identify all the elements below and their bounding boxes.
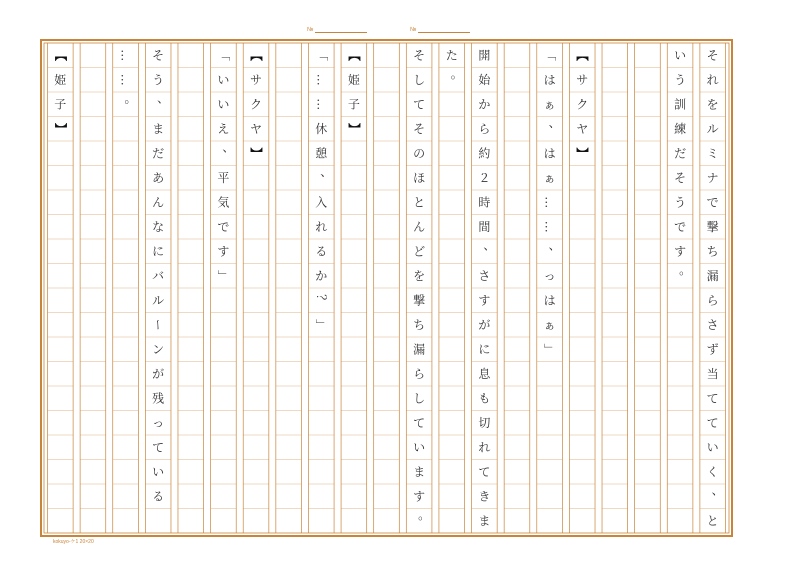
manuscript-character: る: [152, 489, 165, 504]
manuscript-paper: [40, 39, 733, 537]
manuscript-character: 【: [575, 49, 590, 62]
manuscript-character: 撃: [413, 293, 426, 308]
manuscript-character: い: [674, 48, 687, 63]
manuscript-character: …: [542, 196, 557, 209]
manuscript-character: ン: [152, 342, 165, 357]
manuscript-character: 撃: [706, 219, 719, 234]
manuscript-character: だ: [152, 146, 165, 161]
manuscript-character: 【: [346, 49, 361, 62]
manuscript-character: 、: [157, 91, 170, 106]
manuscript-character: 、: [320, 164, 333, 179]
manuscript-character: ぁ: [543, 317, 556, 332]
manuscript-character: 。: [124, 91, 137, 106]
manuscript-character: れ: [706, 72, 719, 87]
manuscript-character: ぁ: [543, 97, 556, 112]
manuscript-character: が: [478, 317, 491, 332]
manuscript-character: 間: [478, 219, 491, 234]
manuscript-character: を: [413, 268, 426, 283]
manuscript-character: と: [706, 513, 719, 528]
manuscript-character: 平: [217, 170, 230, 185]
manuscript-character: る: [315, 244, 328, 259]
manuscript-character: ち: [413, 317, 426, 332]
manuscript-character: う: [674, 72, 687, 87]
manuscript-character: ち: [706, 244, 719, 259]
manuscript-character: い: [152, 464, 165, 479]
manuscript-character: し: [413, 72, 426, 87]
manuscript-character: ら: [478, 121, 491, 136]
manuscript-character: は: [543, 146, 556, 161]
manuscript-character: う: [152, 72, 165, 87]
manuscript-character: も: [478, 391, 491, 406]
manuscript-character: す: [217, 244, 230, 259]
manuscript-character: 休: [315, 121, 328, 136]
manuscript-character: ヤ: [250, 121, 263, 136]
manuscript-character: そ: [674, 170, 687, 185]
manuscript-character: え: [217, 121, 230, 136]
manuscript-character: 子: [347, 97, 360, 112]
manuscript-character: そ: [706, 48, 719, 63]
manuscript-character: て: [706, 391, 719, 406]
manuscript-character: か: [478, 97, 491, 112]
manuscript-character: ク: [576, 97, 589, 112]
manuscript-character: 、: [548, 238, 561, 253]
manuscript-character: す: [674, 244, 687, 259]
manuscript-character: 開: [478, 48, 491, 63]
manuscript-character: 約: [478, 146, 491, 161]
manuscript-character: 息: [478, 366, 491, 381]
manuscript-character: で: [217, 219, 230, 234]
manuscript-character: れ: [315, 219, 328, 234]
manuscript-character: 、: [711, 483, 724, 498]
manuscript-character: で: [706, 195, 719, 210]
manuscript-character: …: [542, 220, 557, 233]
manuscript-character: に: [478, 342, 491, 357]
manuscript-character: ク: [250, 97, 263, 112]
manuscript-character: て: [413, 97, 426, 112]
manuscript-character: 、: [222, 140, 235, 155]
manuscript-character: ん: [413, 219, 426, 234]
manuscript-character: と: [413, 195, 426, 210]
manuscript-character: い: [217, 72, 230, 87]
manuscript-character: っ: [543, 268, 556, 283]
manuscript-character: い: [217, 97, 230, 112]
manuscript-character: す: [413, 489, 426, 504]
manuscript-character: て: [413, 415, 426, 430]
manuscript-character: う: [674, 195, 687, 210]
manuscript-character: …: [118, 49, 133, 62]
manuscript-character: て: [152, 440, 165, 455]
manuscript-character: す: [478, 293, 491, 308]
manuscript-character: で: [674, 219, 687, 234]
manuscript-character: 【: [249, 49, 264, 62]
manuscript-character: ど: [413, 244, 426, 259]
manuscript-character: ル: [706, 121, 719, 136]
manuscript-character: そ: [413, 48, 426, 63]
manuscript-character: 訓: [674, 97, 687, 112]
manuscript-character: な: [152, 219, 165, 234]
manuscript-character: ま: [152, 121, 165, 136]
manuscript-character: て: [478, 464, 491, 479]
manuscript-character: っ: [152, 415, 165, 430]
manuscript-character: 「: [314, 49, 329, 62]
page-number-label-2: №: [410, 26, 470, 33]
manuscript-character: 始: [478, 72, 491, 87]
manuscript-character: を: [706, 97, 719, 112]
manuscript-character: の: [413, 146, 426, 161]
manuscript-character: は: [543, 293, 556, 308]
manuscript-character: 】: [53, 122, 68, 135]
manuscript-character: 気: [217, 195, 230, 210]
manuscript-character: ル: [152, 293, 165, 308]
manuscript-character: サ: [576, 72, 589, 87]
manuscript-character: 漏: [706, 268, 719, 283]
manuscript-character: い: [706, 440, 719, 455]
manuscript-character: 」: [542, 343, 557, 356]
manuscript-character: き: [478, 489, 491, 504]
manuscript-character: ２: [478, 170, 491, 185]
manuscript-character: 「: [542, 49, 557, 62]
manuscript-character: 【: [53, 49, 68, 62]
manuscript-character: ま: [413, 464, 426, 479]
manuscript-character: 子: [54, 97, 67, 112]
manuscript-character: ぁ: [543, 170, 556, 185]
manuscript-character: く: [706, 464, 719, 479]
manuscript-character: し: [413, 391, 426, 406]
manuscript-character: 」: [314, 318, 329, 331]
manuscript-character: 】: [249, 147, 264, 160]
manuscript-character: 憩: [315, 146, 328, 161]
manuscript-character: 。: [418, 507, 431, 522]
manuscript-character: 残: [152, 391, 165, 406]
manuscript-character: れ: [478, 440, 491, 455]
manuscript-character: 練: [674, 121, 687, 136]
manuscript-character: 「: [216, 49, 231, 62]
manuscript-character: 。: [679, 262, 692, 277]
manuscript-character: 】: [346, 122, 361, 135]
manuscript-character: 。: [450, 66, 463, 81]
manuscript-character: が: [152, 366, 165, 381]
manuscript-character: そ: [413, 121, 426, 136]
manuscript-character: 、: [483, 238, 496, 253]
manuscript-character: 当: [706, 366, 719, 381]
manuscript-character: さ: [706, 317, 719, 332]
manuscript-character: ん: [152, 195, 165, 210]
manuscript-character: た: [445, 48, 458, 63]
manuscript-character: ま: [478, 513, 491, 528]
manuscript-character: 切: [478, 415, 491, 430]
manuscript-character: 、: [548, 115, 561, 130]
manuscript-character: 姫: [347, 72, 360, 87]
manuscript-character: 時: [478, 195, 491, 210]
manuscript-character: そ: [152, 48, 165, 63]
manuscript-character: ミ: [706, 146, 719, 161]
manuscript-character: 入: [315, 195, 328, 210]
grid-lines: [48, 43, 726, 533]
manuscript-character: 】: [575, 147, 590, 160]
page-number-label-1: №: [307, 26, 367, 33]
manuscript-character: か: [315, 268, 328, 283]
manuscript-character: ？: [314, 294, 329, 307]
manuscript-character: 姫: [54, 72, 67, 87]
manuscript-character: サ: [250, 72, 263, 87]
manuscript-character: …: [118, 73, 133, 86]
manuscript-character: …: [314, 73, 329, 86]
manuscript-character: ず: [706, 342, 719, 357]
manuscript-character: ー: [151, 318, 166, 331]
manuscript-character: …: [314, 98, 329, 111]
manuscript-character: ナ: [706, 170, 719, 185]
manuscript-character: ヤ: [576, 121, 589, 136]
manuscript-character: ら: [706, 293, 719, 308]
manuscript-character: ら: [413, 366, 426, 381]
manuscript-character: 漏: [413, 342, 426, 357]
manuscript-character: ほ: [413, 170, 426, 185]
manuscript-character: あ: [152, 170, 165, 185]
manuscript-character: て: [706, 415, 719, 430]
manuscript-character: さ: [478, 268, 491, 283]
manuscript-character: は: [543, 72, 556, 87]
manuscript-character: 」: [216, 269, 231, 282]
manuscript-character: バ: [152, 268, 165, 283]
manuscript-character: だ: [674, 146, 687, 161]
manuscript-character: に: [152, 244, 165, 259]
manuscript-character: い: [413, 440, 426, 455]
paper-code: kokuyo-ケ1 20×20: [53, 539, 94, 545]
